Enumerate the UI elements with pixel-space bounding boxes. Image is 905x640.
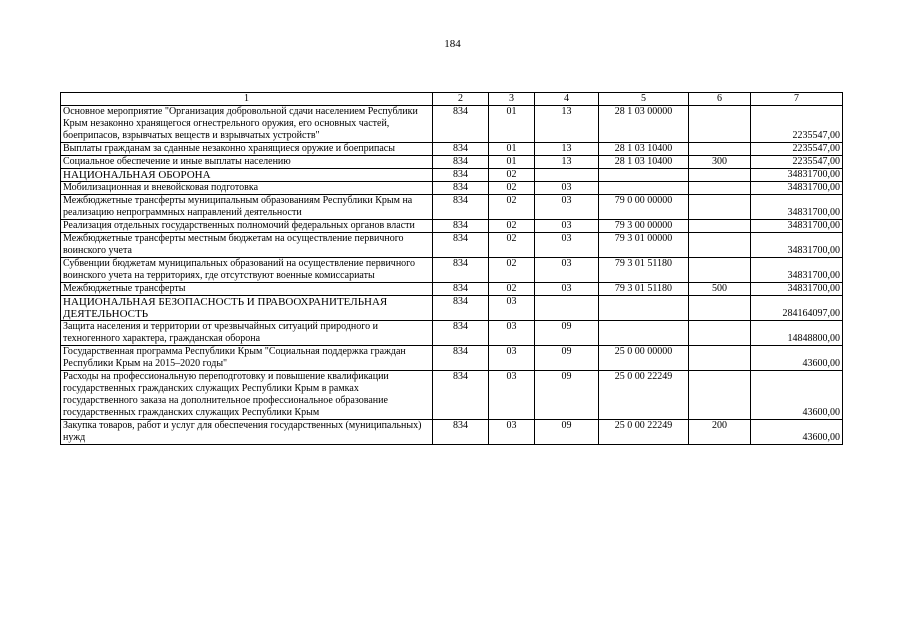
row-code-section: 03 bbox=[489, 321, 535, 346]
row-code-ministry: 834 bbox=[433, 169, 489, 182]
row-code-target: 79 3 01 51180 bbox=[599, 258, 689, 283]
row-code-section: 01 bbox=[489, 143, 535, 156]
row-code-subsection: 03 bbox=[535, 258, 599, 283]
row-sum: 34831700,00 bbox=[751, 233, 843, 258]
row-code-type: 300 bbox=[689, 156, 751, 169]
table-row bbox=[61, 169, 843, 182]
row-code-subsection: 09 bbox=[535, 346, 599, 371]
col-header-4: 4 bbox=[535, 93, 599, 106]
row-code-subsection: 03 bbox=[535, 182, 599, 195]
table-row bbox=[61, 346, 843, 371]
row-sum: 2235547,00 bbox=[751, 143, 843, 156]
row-code-target: 79 3 01 00000 bbox=[599, 233, 689, 258]
row-code-ministry: 834 bbox=[433, 296, 489, 321]
row-code-section: 02 bbox=[489, 169, 535, 182]
row-name: Государственная программа Республики Крым "Социальная поддержка граждан Республики Крым на 2015–2020 годы" bbox=[61, 346, 433, 371]
table-body bbox=[61, 106, 843, 445]
row-code-type bbox=[689, 195, 751, 220]
row-sum: 2235547,00 bbox=[751, 156, 843, 169]
col-header-1: 1 bbox=[61, 93, 433, 106]
table-row bbox=[61, 420, 843, 445]
row-code-section: 03 bbox=[489, 296, 535, 321]
row-code-subsection: 03 bbox=[535, 283, 599, 296]
row-sum: 2235547,00 bbox=[751, 106, 843, 143]
row-name: Мобилизационная и вневойсковая подготовка bbox=[61, 182, 433, 195]
row-name: Субвенции бюджетам муниципальных образований на осуществление первичного воинского учета на территориях, где отсутствуют военные комиссариаты bbox=[61, 258, 433, 283]
row-code-subsection: 13 bbox=[535, 143, 599, 156]
row-name: НАЦИОНАЛЬНАЯ БЕЗОПАСНОСТЬ И ПРАВООХРАНИТЕЛЬНАЯ ДЕЯТЕЛЬНОСТЬ bbox=[61, 296, 433, 321]
row-code-target: 25 0 00 00000 bbox=[599, 346, 689, 371]
table-row bbox=[61, 156, 843, 169]
row-name: Защита населения и территории от чрезвычайных ситуаций природного и техногенного характера, гражданская оборона bbox=[61, 321, 433, 346]
row-code-target bbox=[599, 169, 689, 182]
page-number: 184 bbox=[444, 38, 461, 50]
row-code-ministry: 834 bbox=[433, 258, 489, 283]
row-code-section: 02 bbox=[489, 283, 535, 296]
row-code-type bbox=[689, 220, 751, 233]
row-name: Расходы на профессиональную переподготовку и повышение квалификации государственных гражданских служащих Республики Крым в рамках государственного заказа на дополнительное профессиональное образование государственных гражданских служащих Республики Крым bbox=[61, 371, 433, 420]
row-code-ministry: 834 bbox=[433, 371, 489, 420]
row-code-ministry: 834 bbox=[433, 156, 489, 169]
row-code-section: 02 bbox=[489, 220, 535, 233]
row-code-subsection: 09 bbox=[535, 321, 599, 346]
row-code-type bbox=[689, 296, 751, 321]
row-name: Межбюджетные трансферты bbox=[61, 283, 433, 296]
row-sum: 43600,00 bbox=[751, 420, 843, 445]
row-code-section: 02 bbox=[489, 195, 535, 220]
row-code-subsection: 03 bbox=[535, 233, 599, 258]
row-name: Закупка товаров, работ и услуг для обеспечения государственных (муниципальных) нужд bbox=[61, 420, 433, 445]
col-header-3: 3 bbox=[489, 93, 535, 106]
row-code-type bbox=[689, 321, 751, 346]
row-code-target bbox=[599, 321, 689, 346]
table-row bbox=[61, 220, 843, 233]
row-code-type bbox=[689, 143, 751, 156]
table-row bbox=[61, 296, 843, 321]
row-name: НАЦИОНАЛЬНАЯ ОБОРОНА bbox=[61, 169, 433, 182]
row-code-section: 03 bbox=[489, 371, 535, 420]
row-code-subsection: 03 bbox=[535, 220, 599, 233]
row-code-ministry: 834 bbox=[433, 195, 489, 220]
row-code-type bbox=[689, 371, 751, 420]
row-code-ministry: 834 bbox=[433, 420, 489, 445]
table-row bbox=[61, 233, 843, 258]
table-row bbox=[61, 182, 843, 195]
row-code-subsection: 09 bbox=[535, 420, 599, 445]
row-sum: 14848800,00 bbox=[751, 321, 843, 346]
row-name: Выплаты гражданам за сданные незаконно хранящиеся оружие и боеприпасы bbox=[61, 143, 433, 156]
row-code-section: 02 bbox=[489, 233, 535, 258]
table-row bbox=[61, 143, 843, 156]
row-code-target: 79 0 00 00000 bbox=[599, 195, 689, 220]
table-row bbox=[61, 321, 843, 346]
row-code-type bbox=[689, 106, 751, 143]
row-code-target: 79 3 00 00000 bbox=[599, 220, 689, 233]
col-header-2: 2 bbox=[433, 93, 489, 106]
row-code-section: 02 bbox=[489, 182, 535, 195]
row-sum: 34831700,00 bbox=[751, 195, 843, 220]
row-sum: 284164097,00 bbox=[751, 296, 843, 321]
row-code-subsection: 03 bbox=[535, 195, 599, 220]
col-header-7: 7 bbox=[751, 93, 843, 106]
row-name: Межбюджетные трансферты местным бюджетам на осуществление первичного воинского учета bbox=[61, 233, 433, 258]
row-code-section: 02 bbox=[489, 258, 535, 283]
row-code-ministry: 834 bbox=[433, 321, 489, 346]
row-code-ministry: 834 bbox=[433, 182, 489, 195]
table-row bbox=[61, 283, 843, 296]
table-row bbox=[61, 195, 843, 220]
row-code-subsection bbox=[535, 296, 599, 321]
header-row bbox=[61, 93, 843, 106]
row-sum: 34831700,00 bbox=[751, 220, 843, 233]
row-code-type bbox=[689, 233, 751, 258]
table-row bbox=[61, 371, 843, 420]
row-code-target bbox=[599, 296, 689, 321]
row-code-target: 28 1 03 00000 bbox=[599, 106, 689, 143]
row-name: Реализация отдельных государственных полномочий федеральных органов власти bbox=[61, 220, 433, 233]
col-header-6: 6 bbox=[689, 93, 751, 106]
budget-table bbox=[60, 92, 843, 445]
row-sum: 34831700,00 bbox=[751, 182, 843, 195]
row-code-ministry: 834 bbox=[433, 283, 489, 296]
row-code-subsection: 09 bbox=[535, 371, 599, 420]
row-code-type bbox=[689, 169, 751, 182]
row-name: Основное мероприятие "Организация добровольной сдачи населением Республики Крым незаконно хранящегося огнестрельного оружия, его основных частей, боеприпасов, взрывчатых веществ и взрывчатых устройств" bbox=[61, 106, 433, 143]
row-code-ministry: 834 bbox=[433, 106, 489, 143]
row-code-ministry: 834 bbox=[433, 346, 489, 371]
row-code-section: 01 bbox=[489, 156, 535, 169]
row-sum: 43600,00 bbox=[751, 346, 843, 371]
row-code-ministry: 834 bbox=[433, 220, 489, 233]
row-code-target bbox=[599, 182, 689, 195]
row-code-type: 500 bbox=[689, 283, 751, 296]
col-header-5: 5 bbox=[599, 93, 689, 106]
row-code-section: 03 bbox=[489, 420, 535, 445]
table-row bbox=[61, 106, 843, 143]
row-code-ministry: 834 bbox=[433, 143, 489, 156]
row-sum: 34831700,00 bbox=[751, 258, 843, 283]
row-code-target: 79 3 01 51180 bbox=[599, 283, 689, 296]
row-sum: 34831700,00 bbox=[751, 169, 843, 182]
table-row bbox=[61, 258, 843, 283]
row-sum: 34831700,00 bbox=[751, 283, 843, 296]
row-code-type: 200 bbox=[689, 420, 751, 445]
row-code-subsection: 13 bbox=[535, 156, 599, 169]
row-code-target: 28 1 03 10400 bbox=[599, 156, 689, 169]
row-code-type bbox=[689, 346, 751, 371]
row-code-target: 28 1 03 10400 bbox=[599, 143, 689, 156]
row-code-section: 01 bbox=[489, 106, 535, 143]
row-code-subsection: 13 bbox=[535, 106, 599, 143]
row-code-target: 25 0 00 22249 bbox=[599, 371, 689, 420]
row-name: Межбюджетные трансферты муниципальным образованиям Республики Крым на реализацию непрограммных направлений деятельности bbox=[61, 195, 433, 220]
row-code-subsection bbox=[535, 169, 599, 182]
row-sum: 43600,00 bbox=[751, 371, 843, 420]
row-name: Социальное обеспечение и иные выплаты населению bbox=[61, 156, 433, 169]
row-code-section: 03 bbox=[489, 346, 535, 371]
row-code-type bbox=[689, 258, 751, 283]
row-code-ministry: 834 bbox=[433, 233, 489, 258]
row-code-target: 25 0 00 22249 bbox=[599, 420, 689, 445]
row-code-type bbox=[689, 182, 751, 195]
